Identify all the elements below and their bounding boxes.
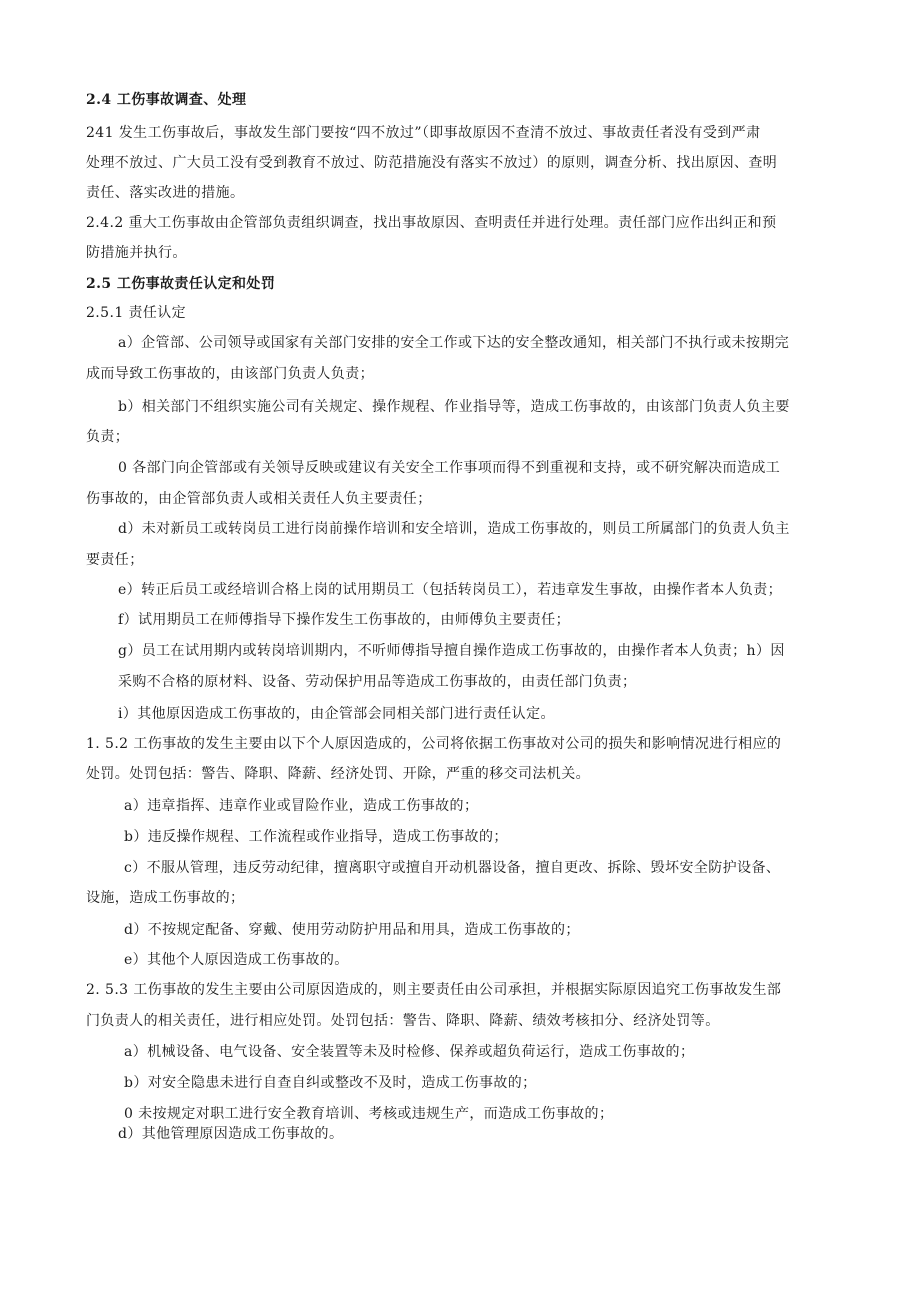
paragraph-line: 241 发生工伤事故后，事故发生部门要按“四不放过”（即事故原因不查清不放过、事故责任者没有受到严肃	[86, 125, 761, 141]
list-item-b: b）相关部门不组织实施公司有关规定、操作规程、作业指导等，造成工伤事故的，由该部门负责人负主要	[118, 399, 790, 415]
paragraph-line: 防措施并执行。	[86, 245, 187, 261]
paragraph-line: 处理不放过、广大员工没有受到教育不放过、防范措施没有落实不放过）的原则，调查分析、找出原因、查明	[86, 155, 778, 171]
numbered-item-2: 2. 5.3 工伤事故的发生主要由公司原因造成的，则主要责任由公司承担，并根据实际原因追究工伤事故发生部	[86, 982, 782, 998]
list-item-a: a）违章指挥、违章作业或冒险作业，造成工伤事故的；	[124, 798, 479, 814]
list-item-a: a）企管部、公司领导或国家有关部门安排的安全工作或下达的安全整改通知，相关部门不执行或未按期完	[118, 335, 790, 351]
list-item-c: 0 未按规定对职工进行安全教育培训、考核或违规生产，而造成工伤事故的；	[124, 1106, 614, 1122]
list-item-d: d）其他管理原因造成工伤事故的。	[118, 1126, 344, 1142]
subsection-heading-2-5-1: 2.5.1 责任认定	[86, 305, 187, 321]
paragraph-line: 成而导致工伤事故的，由该部门负责人负责；	[86, 366, 374, 382]
list-item-b: b）对安全隐患未进行自查自纠或整改不及时，造成工伤事故的；	[124, 1075, 537, 1091]
list-item-a: a）机械设备、电气设备、安全装置等未及时检修、保养或超负荷运行，造成工伤事故的；	[124, 1044, 695, 1060]
paragraph-line: 要责任；	[86, 552, 144, 568]
paragraph-line: 伤事故的，由企管部负责人或相关责任人负主要责任；	[86, 491, 432, 507]
section-heading-2-4: 2.4 工伤事故调查、处理	[86, 92, 247, 108]
list-item-i: i）其他原因造成工伤事故的，由企管部会同相关部门进行责任认定。	[118, 706, 555, 722]
paragraph-line: 2.4.2 重大工伤事故由企管部负责组织调查，找出事故原因、查明责任并进行处理。责任部门应作出纠正和预	[86, 215, 777, 231]
list-item-e: e）转正后员工或经培训合格上岗的试用期员工（包括转岗员工），若违章发生事故，由操作者本人负责；	[118, 582, 783, 598]
list-item-b: b）违反操作规程、工作流程或作业指导，造成工伤事故的；	[124, 829, 508, 845]
section-heading-2-5: 2.5 工伤事故责任认定和处罚	[86, 276, 276, 292]
paragraph-line: 负责；	[86, 429, 130, 445]
paragraph-line: 责任、落实改进的措施。	[86, 185, 245, 201]
numbered-item-1: 1. 5.2 工伤事故的发生主要由以下个人原因造成的，公司将依据工伤事故对公司的损失和影响情况进行相应的	[86, 736, 782, 752]
paragraph-line: 处罚。处罚包括：警告、降职、降薪、经济处罚、开除，严重的移交司法机关。	[86, 766, 590, 782]
paragraph-line: 门负责人的相关责任，进行相应处罚。处罚包括：警告、降职、降薪、绩效考核扣分、经济处罚等。	[86, 1013, 720, 1029]
list-item-e: e）其他个人原因造成工伤事故的。	[124, 952, 349, 968]
list-item-d: d）不按规定配备、穿戴、使用劳动防护用品和用具，造成工伤事故的；	[124, 922, 580, 938]
list-item-c: c）不服从管理，违反劳动纪律，擅离职守或擅自开动机器设备，擅自更改、拆除、毁坏安全防护设备、	[124, 860, 781, 876]
list-item-d: d）未对新员工或转岗员工进行岗前操作培训和安全培训，造成工伤事故的，则员工所属部门的负责人负主	[118, 521, 790, 537]
list-item-f: f）试用期员工在师傅指导下操作发生工伤事故的，由师傅负主要责任；	[118, 612, 570, 628]
paragraph-line: 设施，造成工伤事故的；	[86, 890, 245, 906]
paragraph-line: 采购不合格的原材料、设备、劳动保护用品等造成工伤事故的，由责任部门负责；	[118, 674, 637, 690]
list-item-c: 0 各部门向企管部或有关领导反映或建议有关安全工作事项而得不到重视和支持，或不研究解决而造成工	[118, 460, 781, 476]
list-item-g: g）员工在试用期内或转岗培训期内，不听师傅指导擅自操作造成工伤事故的，由操作者本人负责；h）因	[118, 643, 785, 659]
